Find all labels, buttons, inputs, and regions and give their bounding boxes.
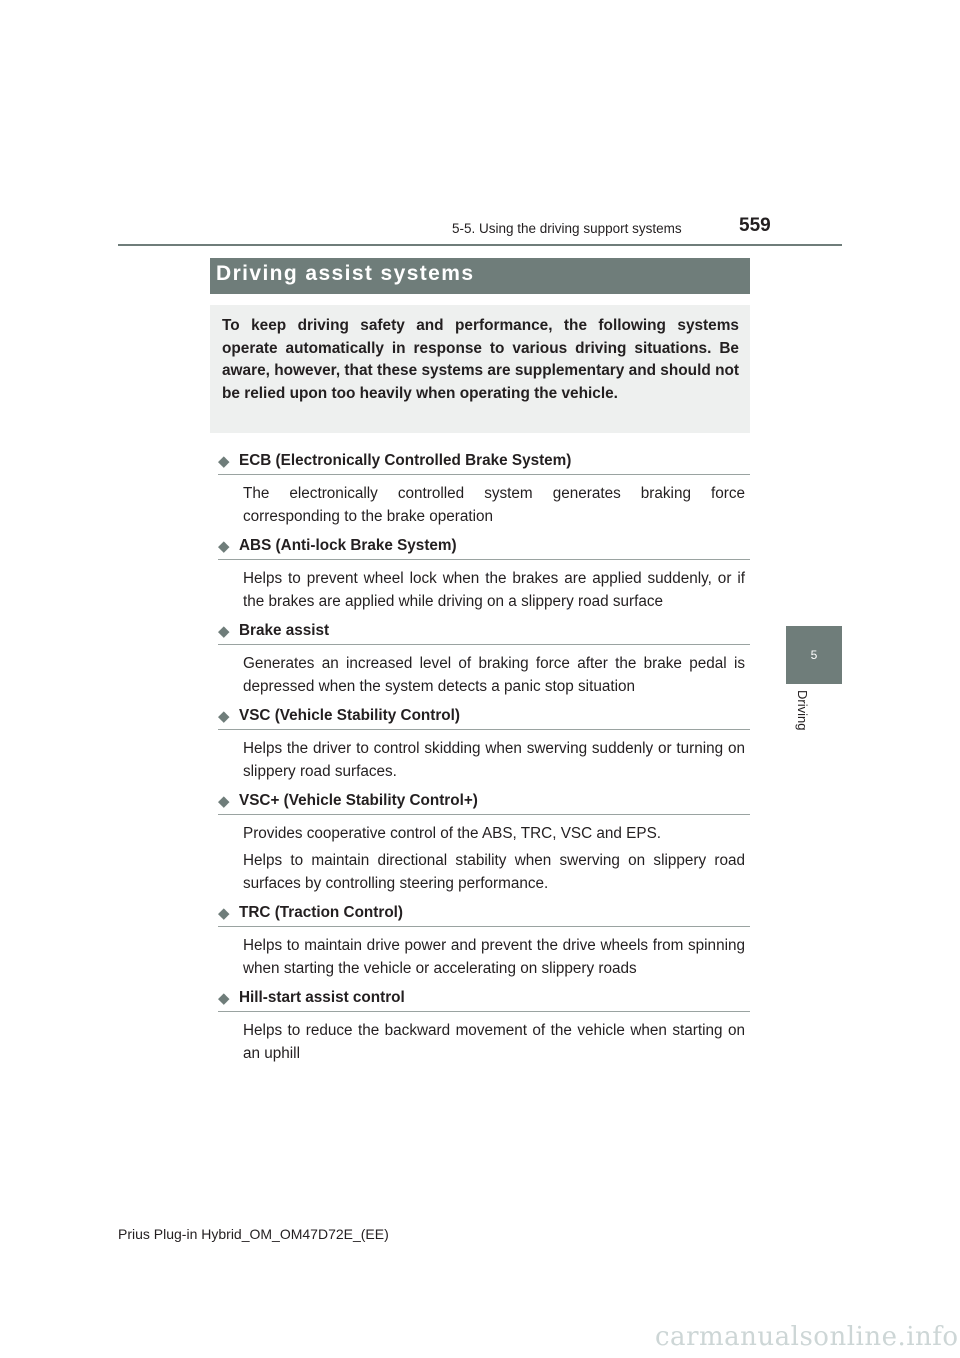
- system-heading-text: VSC+ (Vehicle Stability Control+): [239, 792, 478, 809]
- system-heading: [218, 622, 329, 640]
- heading-divider: [218, 644, 750, 645]
- system-description: Provides cooperative control of the ABS, TRC, VSC and EPS.: [243, 825, 662, 842]
- system-description: Helps the driver to control skidding when swerving suddenly or turning on slippery road surfaces.: [243, 740, 745, 780]
- diamond-bullet-icon: ◆: [218, 990, 230, 1007]
- system-heading: [218, 452, 571, 470]
- diamond-bullet-icon: ◆: [218, 905, 230, 922]
- system-heading-text: ABS (Anti-lock Brake System): [239, 537, 457, 554]
- heading-divider: [218, 729, 750, 730]
- system-heading-text: Hill-start assist control: [239, 989, 405, 1006]
- watermark: carmanualsonline.info: [655, 1322, 959, 1352]
- chapter-tab[interactable]: [786, 626, 842, 684]
- heading-divider: [218, 1011, 750, 1012]
- intro-box: [210, 305, 750, 433]
- system-description: Helps to maintain directional stability when swerving on slippery road surfaces by controlling steering performance.: [243, 852, 745, 892]
- document-footer: Prius Plug-in Hybrid_OM_OM47D72E_(EE): [118, 1226, 389, 1242]
- system-heading: [218, 707, 460, 725]
- system-description: Generates an increased level of braking force after the brake pedal is depressed when the system detects a panic stop situation: [243, 655, 745, 695]
- system-description: The electronically controlled system generates braking force corresponding to the brake operation: [243, 485, 745, 525]
- section-header: 5-5. Using the driving support systems: [452, 221, 682, 236]
- heading-divider: [218, 559, 750, 560]
- diamond-bullet-icon: ◆: [218, 793, 230, 810]
- title-bar: [210, 258, 750, 294]
- system-description: Helps to maintain drive power and prevent the drive wheels from spinning when starting the vehicle or accelerating on slippery roads: [243, 937, 745, 977]
- header-divider: [118, 244, 842, 246]
- diamond-bullet-icon: ◆: [218, 623, 230, 640]
- chapter-number: 5: [810, 648, 818, 662]
- heading-divider: [218, 474, 750, 475]
- intro-text: To keep driving safety and performance, the following systems operate automatically in response to various driving situations. Be aware, however, that these systems are supplementary and should not be relied upon too heavily when operating the vehicle.: [222, 317, 739, 402]
- heading-divider: [218, 814, 750, 815]
- system-description: Helps to prevent wheel lock when the brakes are applied suddenly, or if the brakes are applied while driving on a slippery road surface: [243, 570, 745, 610]
- chapter-label: Driving: [795, 690, 810, 731]
- system-heading-text: TRC (Traction Control): [239, 904, 404, 921]
- diamond-bullet-icon: ◆: [218, 538, 230, 555]
- page-title: Driving assist systems: [216, 262, 475, 285]
- system-heading: [218, 537, 457, 555]
- system-heading-text: Brake assist: [239, 622, 330, 639]
- system-heading: [218, 904, 403, 922]
- diamond-bullet-icon: ◆: [218, 453, 230, 470]
- system-description: Helps to reduce the backward movement of the vehicle when starting on an uphill: [243, 1022, 745, 1062]
- system-heading-text: ECB (Electronically Controlled Brake System): [239, 452, 572, 469]
- heading-divider: [218, 926, 750, 927]
- system-heading: [218, 989, 405, 1007]
- system-heading: [218, 792, 478, 810]
- diamond-bullet-icon: ◆: [218, 708, 230, 725]
- system-heading-text: VSC (Vehicle Stability Control): [239, 707, 460, 724]
- page-number: 559: [739, 215, 771, 236]
